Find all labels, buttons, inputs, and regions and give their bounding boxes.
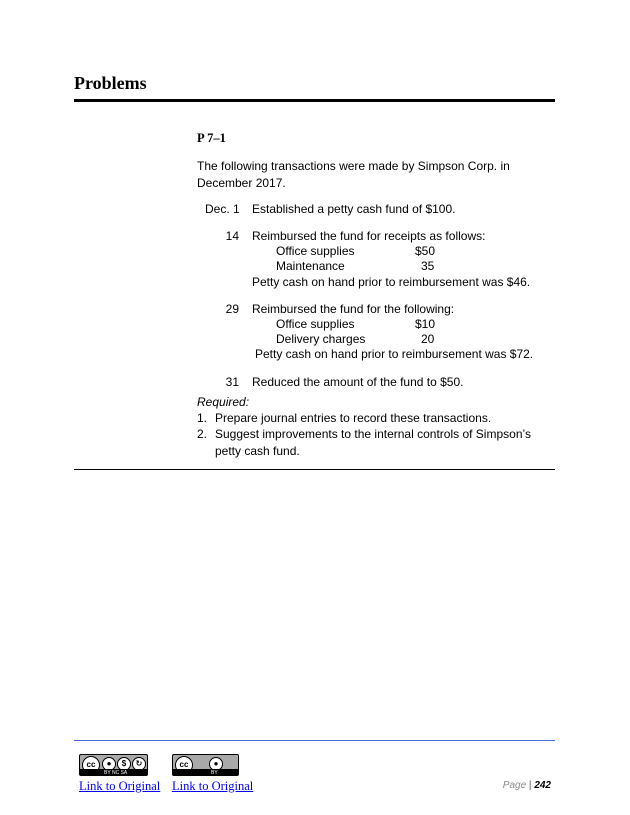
item-amount: $50 (415, 244, 436, 258)
problem-intro: The following transactions were made by Simpson Corp. in December 2017. (197, 159, 510, 190)
item-label: Office supplies (276, 317, 355, 331)
section-rule (74, 99, 555, 102)
cc-by-nc-sa-icon (79, 754, 148, 776)
page-number (503, 780, 551, 791)
item-amount: 20 (421, 332, 435, 346)
problem-title: P 7–1 (197, 131, 226, 145)
attribution-icon: ● (102, 757, 116, 771)
transaction-note: Petty cash on hand prior to reimbursement was $46. (252, 275, 531, 289)
page-number-value: 242 (534, 780, 551, 791)
transaction-date: Dec. 1 (205, 202, 240, 216)
attribution-icon: ● (209, 757, 223, 771)
page-label: Page (502, 780, 527, 791)
problem-end-rule (74, 469, 555, 470)
required-item-text: Prepare journal entries to record these transactions. (215, 411, 492, 425)
required-item-number: 1. (197, 411, 208, 425)
license-strip (173, 769, 238, 775)
license-strip-label: BY (211, 770, 218, 776)
transaction-note: Petty cash on hand prior to reimbursement was $72. (255, 347, 534, 361)
required-label: Required: (197, 395, 250, 409)
section-title: Problems (74, 73, 147, 93)
cc-logo-icon: cc (175, 756, 193, 774)
license-strip-label: BY NC SA (104, 770, 128, 776)
link-to-original[interactable]: Link to Original (79, 779, 161, 793)
link-to-original[interactable]: Link to Original (172, 779, 254, 793)
transaction-text: Established a petty cash fund of $100. (252, 202, 456, 216)
sharealike-icon: ↻ (132, 757, 146, 771)
item-amount: 35 (421, 259, 435, 273)
transaction-date: 14 (225, 229, 239, 243)
item-label: Maintenance (276, 259, 345, 273)
cc-logo-icon: cc (82, 756, 100, 774)
transaction-date: 29 (225, 302, 239, 316)
transaction-text: Reimbursed the fund for the following: (252, 302, 455, 316)
required-item-text: Suggest improvements to the internal controls of Simpson’s petty cash fund. (215, 427, 531, 458)
item-label: Delivery charges (276, 332, 366, 346)
transaction-text: Reimbursed the fund for receipts as follows: (252, 229, 486, 243)
transaction-text: Reduced the amount of the fund to $50. (252, 375, 464, 389)
item-label: Office supplies (276, 244, 355, 258)
required-item-number: 2. (197, 427, 208, 441)
noncommercial-icon: $ (117, 757, 131, 771)
transaction-date: 31 (225, 375, 239, 389)
item-amount: $10 (415, 317, 436, 331)
cc-by-icon (172, 754, 239, 776)
page-separator: | (528, 780, 532, 791)
footer-rule (74, 740, 555, 741)
